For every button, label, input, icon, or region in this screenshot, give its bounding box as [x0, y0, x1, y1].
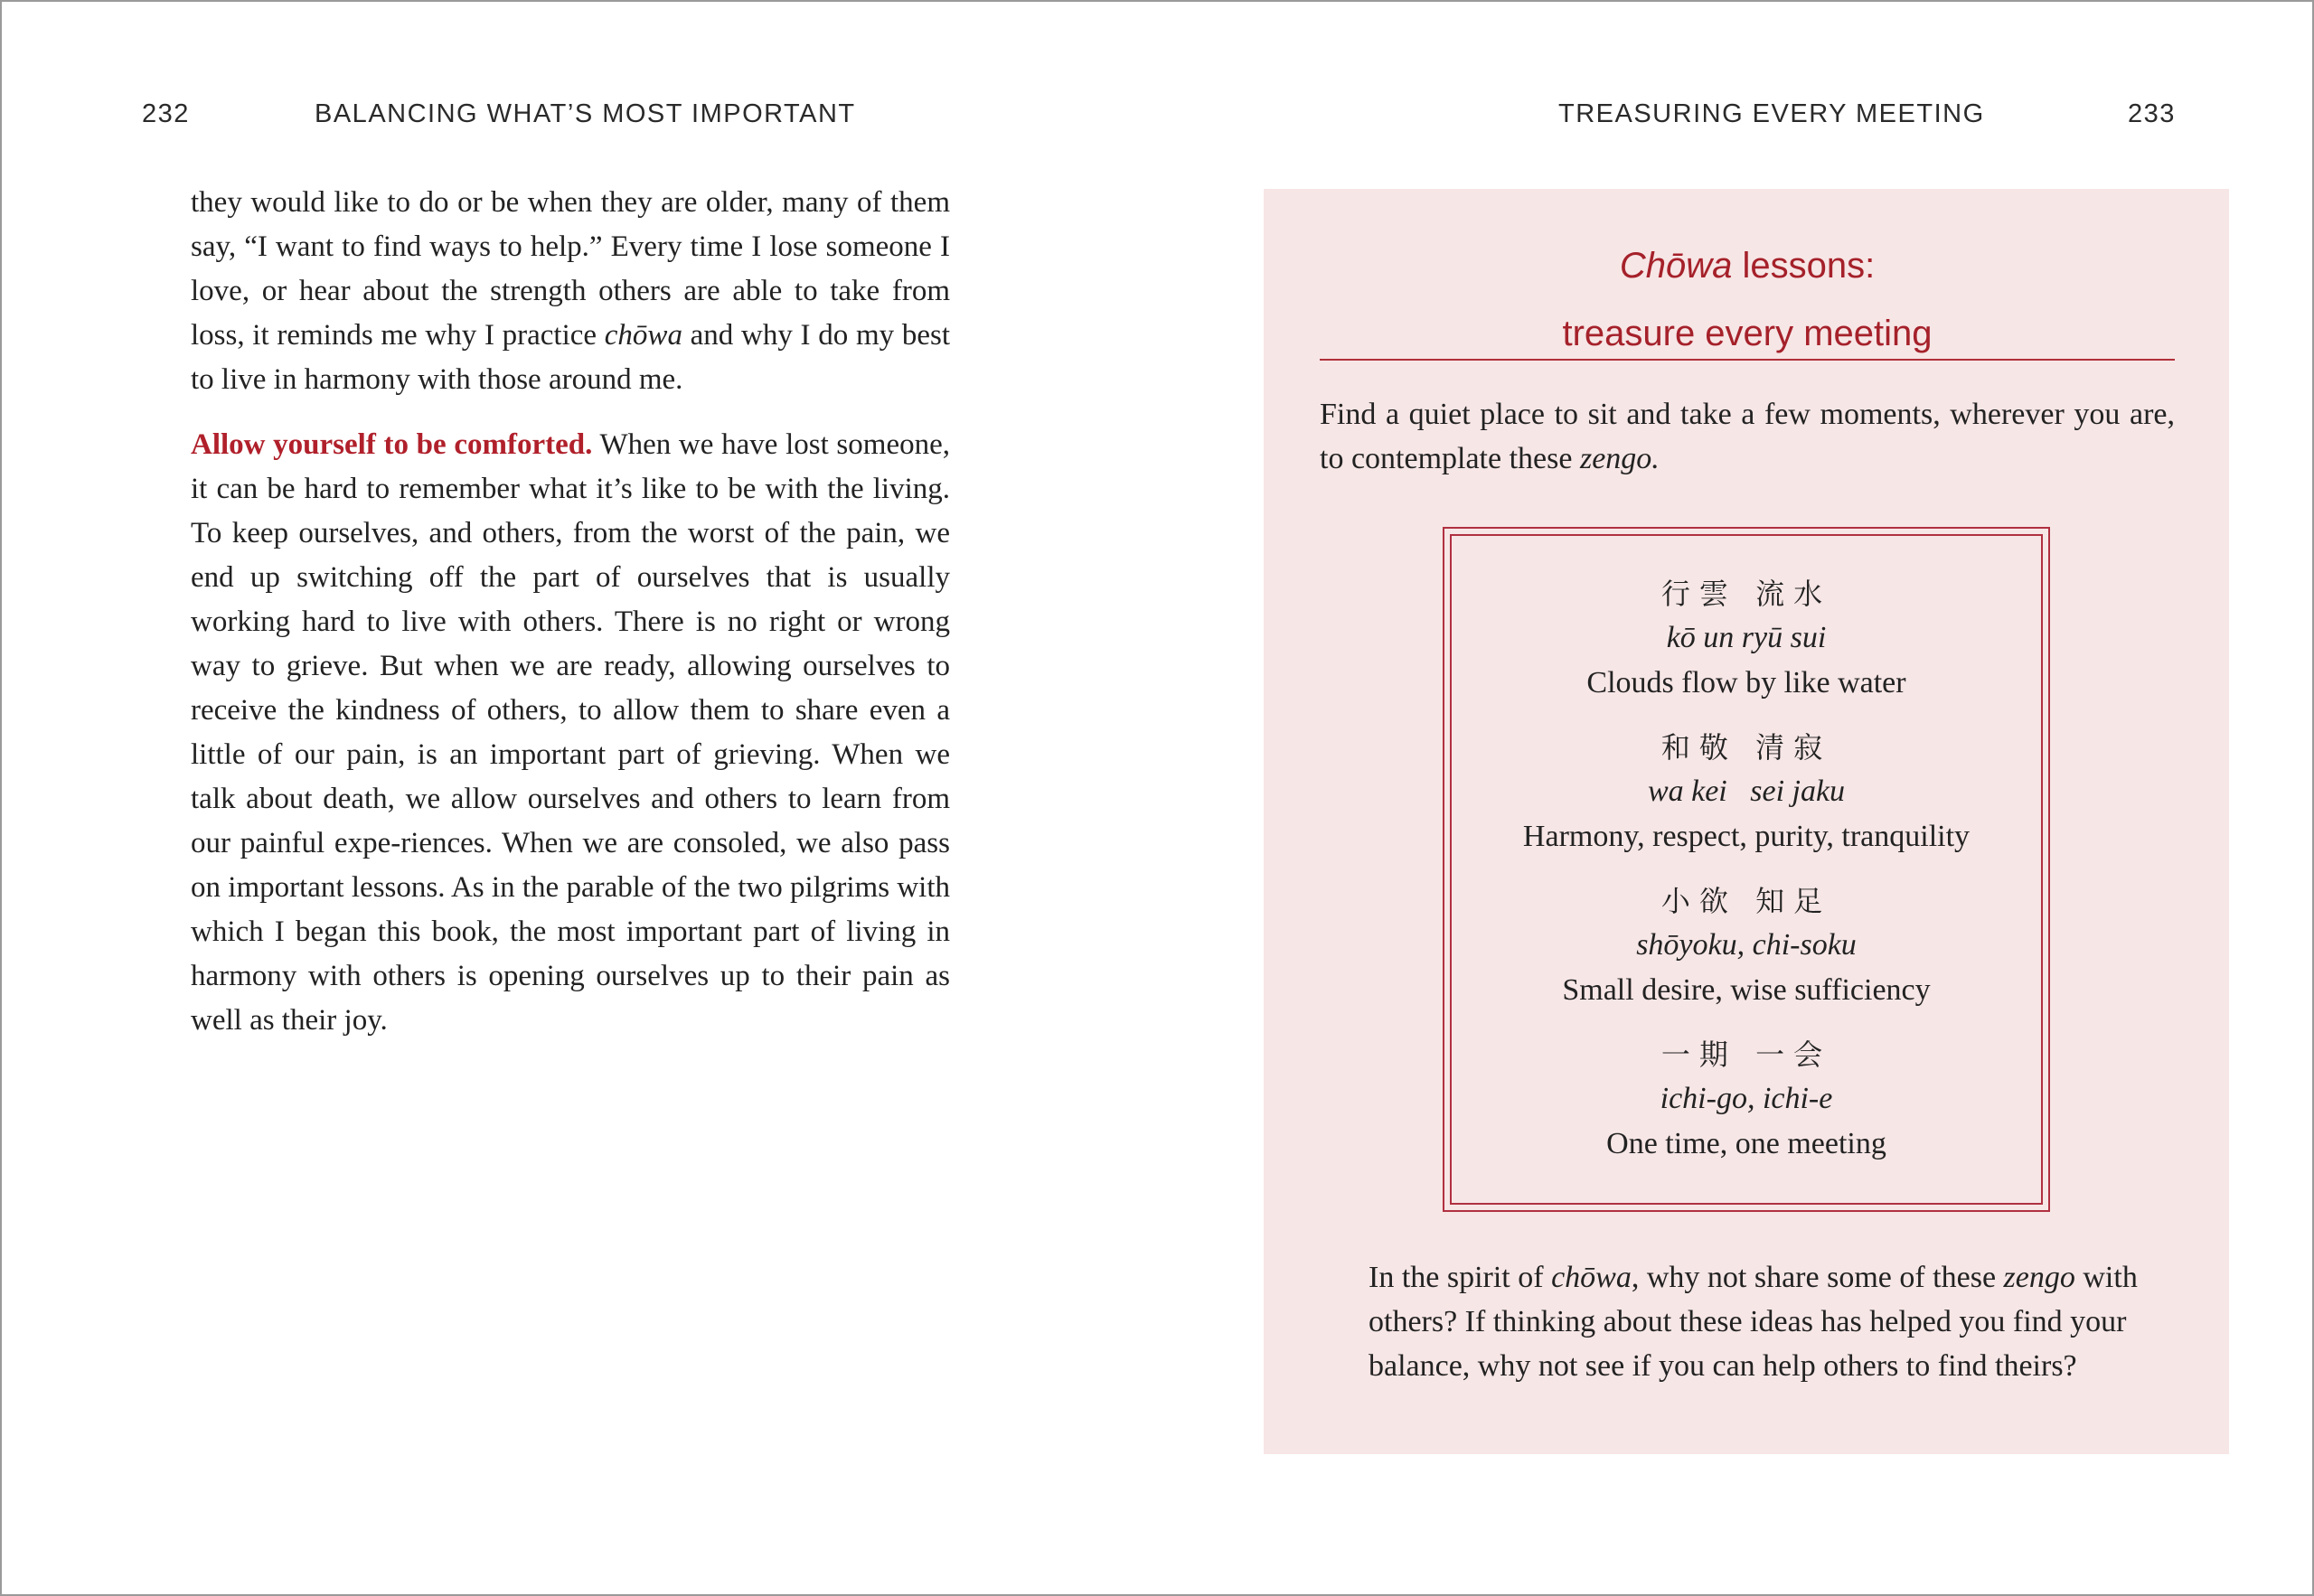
left-body-text — [191, 181, 950, 1043]
zengo-item — [1452, 879, 2041, 1013]
panel-closing-text: In the spirit of chōwa, why not share some of these zengo with others? If thinking about these ideas has helped you find your balance, why not see if you can help others to find theirs? — [1369, 1261, 2138, 1383]
paragraph-lead-heading: Allow yourself to be comforted. — [191, 428, 593, 461]
zengo-kanji: 一期 一会 — [1660, 1037, 1832, 1072]
zengo-romaji: ichi-go, ichi-e — [1660, 1082, 1833, 1115]
zengo-inner-frame — [1450, 534, 2043, 1205]
paragraph-1: they would like to do or be when they are older, many of them say, “I want to find ways to help.” Every time I lose someone I love, or hear about the strength others are able to take from loss, it reminds me why I practice chōwa and why I do my best to live in harmony with those around me. — [191, 186, 951, 396]
paragraph-2: Allow yourself to be comforted. When we have lost someone, it can be hard to remember what it’s like to be with the living. To keep ourselves, and others, from the worst of the pain, we end up switching off the part of ourselves that is usually working hard to live with others. There is no right or wrong way to grieve. But when we are ready, allowing ourselves to receive the kindness of others, to allow them to share even a little of our pain, is an important part of grieving. When we talk about death, we allow ourselves and others to learn from our painful expe-riences. When we are consoled, we also pass on important lessons. As in the parable of the two pilgrims with which I began this book, the most important part of living in harmony with others is opening ourselves up to their pain as well as their joy. — [191, 428, 950, 1037]
chowa-lessons-panel — [1264, 189, 2229, 1454]
zengo-meaning: One time, one meeting — [1606, 1127, 1886, 1160]
zengo-list — [1452, 572, 2041, 1187]
zengo-kanji: 行雲 流水 — [1660, 577, 1832, 611]
zengo-item — [1452, 1033, 2041, 1167]
zengo-romaji: kō un ryū sui — [1666, 621, 1827, 654]
left-running-head: BALANCING WHAT’S MOST IMPORTANT — [315, 99, 856, 128]
zengo-kanji: 小欲 知足 — [1660, 884, 1832, 918]
zengo-romaji: wa kei sei jaku — [1647, 775, 1846, 808]
zengo-meaning: Small desire, wise sufficiency — [1562, 973, 1931, 1007]
zengo-romaji: shōyoku, chi-soku — [1636, 928, 1857, 962]
zengo-item — [1452, 726, 2041, 859]
zengo-box — [1443, 527, 2050, 1212]
zengo-item — [1452, 572, 2041, 706]
zengo-meaning: Clouds flow by like water — [1586, 666, 1906, 699]
panel-intro: Find a quiet place to sit and take a few moments, wherever you are, to contemplate these zengo. — [1320, 398, 2175, 475]
panel-title: Chōwa lessons: treasure every meeting — [1562, 246, 1933, 353]
right-page-number: 233 — [2128, 99, 2176, 128]
title-divider — [1320, 359, 2175, 361]
zengo-kanji: 和敬 清寂 — [1660, 730, 1832, 765]
left-page-number: 232 — [142, 99, 190, 128]
right-running-head: TREASURING EVERY MEETING — [1558, 99, 1985, 128]
zengo-meaning: Harmony, respect, purity, tranquility — [1522, 820, 1971, 853]
